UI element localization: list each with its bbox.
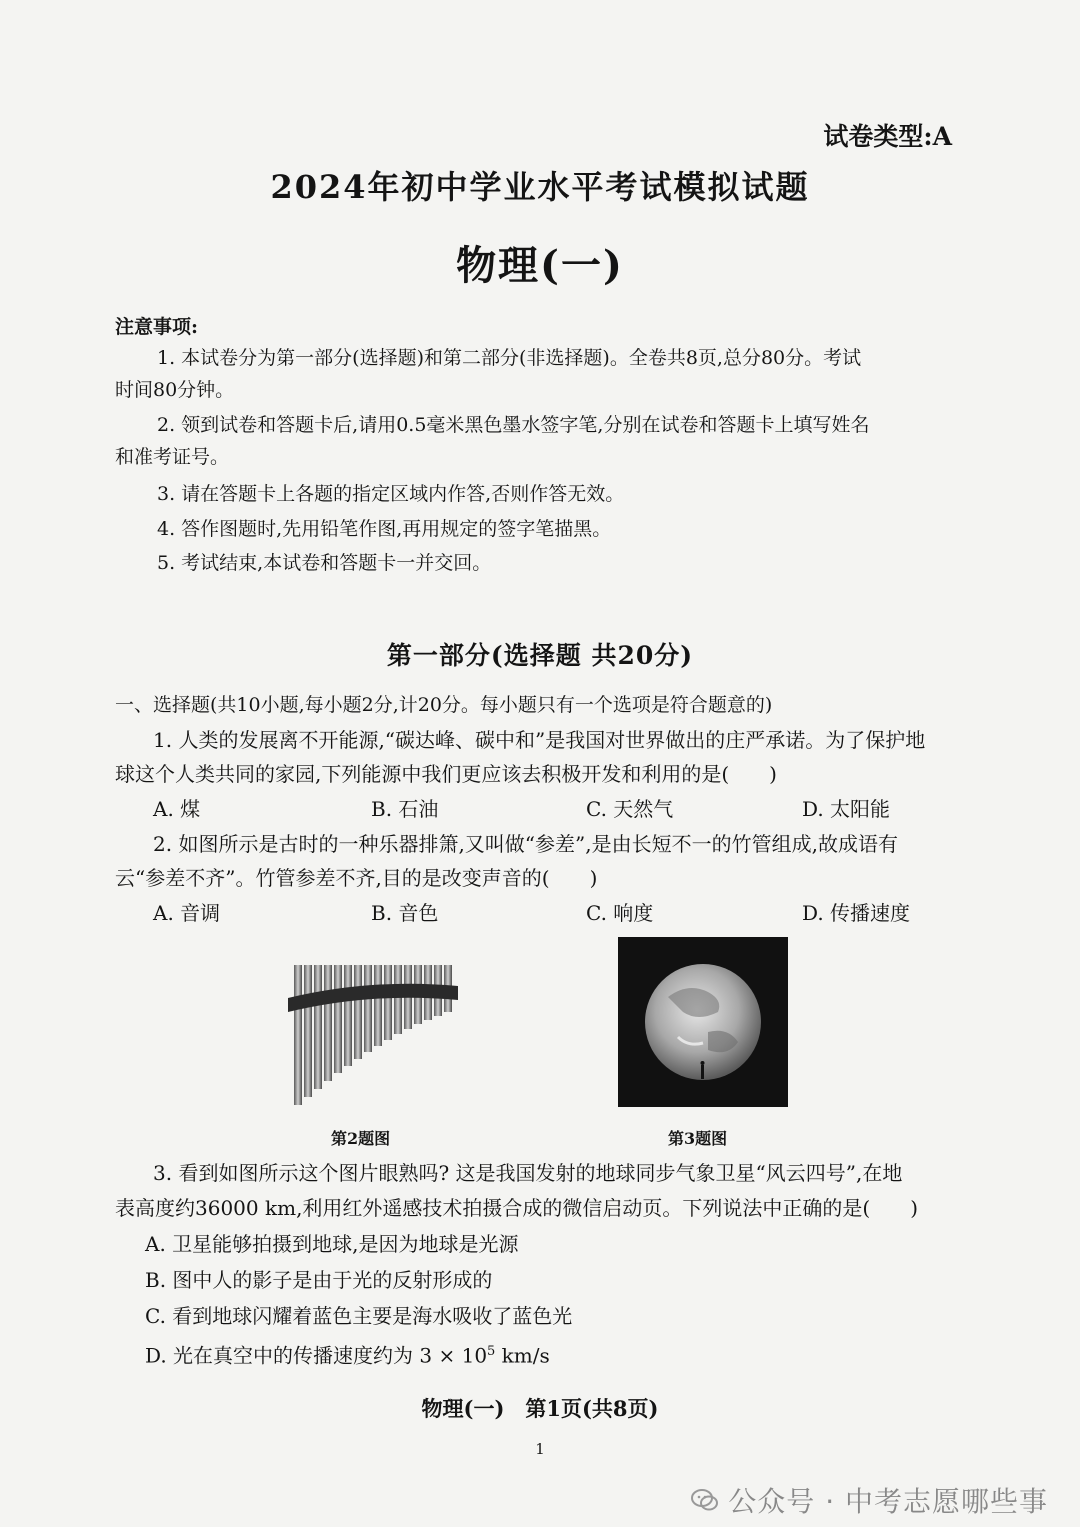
question-1-line1: 1. 人类的发展离不开能源,“碳达峰、碳中和”是我国对世界做出的庄严承诺。为了保护地 [153, 728, 926, 752]
notice-heading: 注意事项: [115, 316, 199, 338]
part1-heading: 第一部分(选择题 共20分) [386, 641, 694, 670]
question-2-line1: 2. 如图所示是古时的一种乐器排箫,又叫做“参差”,是由长短不一的竹管组成,故成语有 [153, 832, 898, 856]
q2-option-c: C. 响度 [586, 901, 654, 925]
notice-item: 时间80分钟。 [115, 379, 235, 401]
q2-option-b: B. 音色 [371, 901, 439, 925]
q3-option-d-unit: km/s [495, 1343, 550, 1368]
exam-title: 2024年初中学业水平考试模拟试题 [270, 168, 810, 206]
watermark [690, 1480, 1048, 1520]
notice-item: 2. 领到试卷和答题卡后,请用0.5毫米黑色墨水签字笔,分别在试卷和答题卡上填写姓名 [157, 414, 870, 436]
q1-option-a: A. 煤 [153, 797, 201, 821]
notice-item: 3. 请在答题卡上各题的指定区域内作答,否则作答无效。 [157, 483, 625, 505]
question-3-line1: 3. 看到如图所示这个图片眼熟吗? 这是我国发射的地球同步气象卫星“风云四号”,在地 [153, 1161, 903, 1185]
q3-option-c: C. 看到地球闪耀着蓝色主要是海水吸收了蓝色光 [145, 1304, 573, 1328]
earth-image [618, 937, 788, 1107]
page-number: 1 [535, 1440, 545, 1458]
notice-item: 4. 答作图题时,先用铅笔作图,再用规定的签字笔描黑。 [157, 518, 612, 540]
q3-option-d-exponent: 5 [487, 1344, 496, 1359]
section-heading: 一、选择题(共10小题,每小题2分,计20分。每小题只有一个选项是符合题意的) [115, 694, 773, 716]
q2-option-a: A. 音调 [153, 901, 221, 925]
q3-option-a: A. 卫星能够拍摄到地球,是因为地球是光源 [145, 1232, 519, 1256]
figure-3-caption: 第3题图 [668, 1129, 728, 1148]
question-3-line2: 表高度约36000 km,利用红外遥感技术拍摄合成的微信启动页。下列说法中正确的是( ) [115, 1196, 919, 1220]
q1-option-c: C. 天然气 [586, 797, 674, 821]
question-2-line2: 云“参差不齐”。竹管参差不齐,目的是改变声音的( ) [115, 866, 598, 890]
q3-option-b: B. 图中人的影子是由于光的反射形成的 [145, 1268, 493, 1292]
paper-type-label: 试卷类型:A [823, 122, 952, 151]
notice-item: 和准考证号。 [115, 446, 230, 468]
notice-item: 5. 考试结束,本试卷和答题卡一并交回。 [157, 552, 492, 574]
figure-2-caption: 第2题图 [331, 1129, 391, 1148]
wechat-icon [690, 1485, 720, 1515]
q3-option-d [145, 1338, 550, 1370]
pan-flute-image [282, 960, 462, 1115]
watermark-text: 公众号 · 中考志愿哪些事 [728, 1485, 1048, 1518]
subject-title: 物理(一) [456, 242, 624, 289]
page-footer: 物理(一) 第1页(共8页) [421, 1396, 659, 1421]
question-1-line2: 球这个人类共同的家园,下列能源中我们更应该去积极开发和利用的是( ) [115, 762, 777, 786]
q1-option-d: D. 太阳能 [802, 797, 891, 821]
q1-option-b: B. 石油 [371, 797, 439, 821]
notice-item: 1. 本试卷分为第一部分(选择题)和第二部分(非选择题)。全卷共8页,总分80分。考试 [157, 347, 862, 369]
q3-option-d-text: D. 光在真空中的传播速度约为 3 × 10 [145, 1343, 488, 1368]
q2-option-d: D. 传播速度 [802, 901, 911, 925]
